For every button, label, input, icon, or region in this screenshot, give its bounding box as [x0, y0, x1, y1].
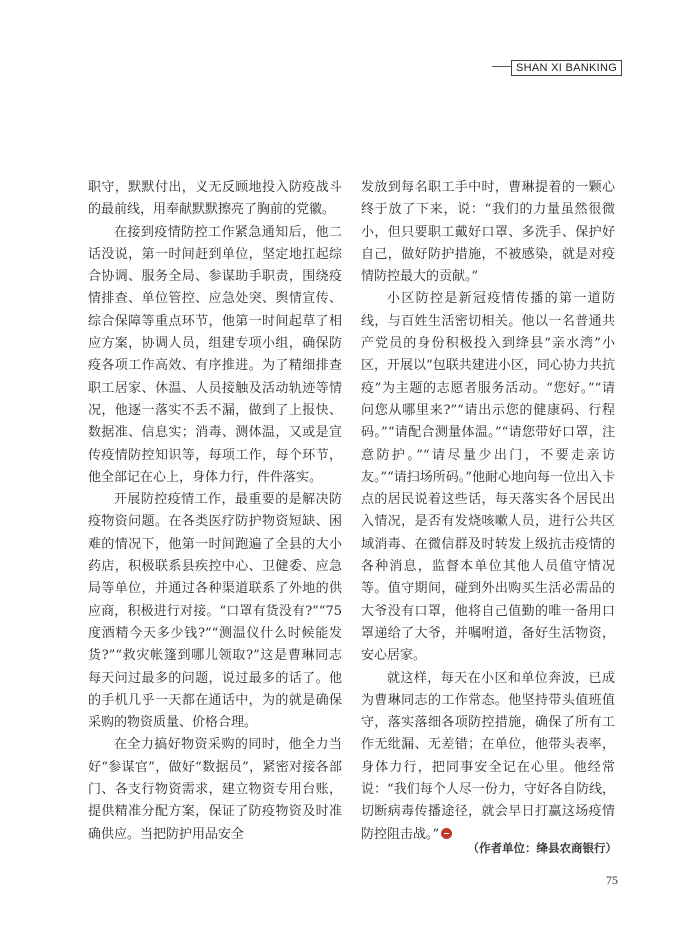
paragraph: 在接到疫情防控工作紧急通知后，他二话没说，第一时间赶到单位，坚定地扛起综合协调、服务全局、参谋助手职责，围绕疫情排查、单位管控、应急处突、舆情宣传、综合保障等重点环节，他第一时间起草了相应方案，协调人员，组建专项小组，确保防疫各项工作高效、有序推进。为了精细排查职工居家、休温、人员接触及活动轨迹等情况，他逐一落实不丢不漏，做到了上报快、数据准、信息实；消毒、测体温，又或是宣传疫情防控知识等，每项工作，每个环节，他全部记在心上，身体力行，件件落实。	[88, 224, 342, 485]
right-column	[361, 177, 615, 846]
end-of-article-icon	[441, 828, 452, 839]
author-affiliation: （作者单位：绛县农商银行）	[467, 841, 617, 855]
paragraph: 开展防控疫情工作，最重要的是解决防疫物资问题。在各类医疗防护物资短缺、困难的情况下，他第一时间跑遍了全县的大小药店，积极联系县疾控中心、卫健委、应急局等单位，并通过各种渠道联系了外地的供应商，积极进行对接。“口罩有货没有?”“75度酒精今天多少钱?”“测温仪什么时候能发货?”“救灾帐篷到哪儿领取?”这是曹琳同志每天问过最多的问题，说过最多的话了。他的手机几乎一天都在通话中，为的就是确保采购的物资质量、价格合理。	[88, 492, 342, 731]
paragraph: 职守，默默付出，义无反顾地投入防疫战斗的最前线，用奉献默默擦亮了胸前的党徽。	[88, 180, 342, 218]
paragraph-text: 就这样，每天在小区和单位奔波，已成为曹琳同志的工作常态。他坚持带头值班值守，落实落细各项防控措施，确保了所有工作无纰漏、无差错；在单位，他带头表率，身体力行，把同事安全记在心里。他经常说：“我们每个人尽一份力，守好各自防线，切断病毒传播途径，就会早日打赢这场疫情防控阻击战。”	[361, 670, 615, 842]
page-number: 75	[606, 873, 618, 887]
paragraph: 发放到每名职工手中时，曹琳提着的一颗心终于放了下来，说：“我们的力量虽然很微小，但只要职工戴好口罩、多洗手、保护好自己，做好防护措施，不被感染，就是对疫情防控最大的贡献。”	[361, 180, 615, 285]
paragraph: 小区防控是新冠疫情传播的第一道防线，与百姓生活密切相关。他以一名普通共产党员的身份积极投入到绛县“亲水湾”小区，开展以“包联共建进小区，同心协力共抗疫”为主题的志愿者服务活动。“您好。”“请问您从哪里来?”“请出示您的健康码、行程码。”“请配合测量体温。”“请您带好口罩，注意防护。”“请尽量少出门，不要走亲访友。”“请扫场所码。”他耐心地向每一位出入卡点的居民说着这些话，每天落实各个居民出入情况，是否有发烧咳嗽人员，进行公共区域消毒、在微信群及时转发上级抗击疫情的各种消息，监督本单位其他人员值守情况等。值守期间，碰到外出购买生活必需品的大爷没有口罩，他将自己值勤的唯一备用口罩递给了大爷，并嘱咐道，备好生活物资，安心居家。	[361, 291, 615, 664]
header-rule	[492, 66, 512, 67]
paragraph: 在全力搞好物资采购的同时，他全力当好“参谋官”，做好“数据员”，紧密对接各部门、各支行物资需求，建立物资专用台账，提供精准分配方案，保证了防疫物资及时准确供应。当把防护用品安全	[88, 737, 342, 842]
header-label: SHAN XI BANKING	[511, 60, 622, 76]
paragraph-last	[361, 668, 615, 846]
left-column	[88, 177, 342, 846]
running-header	[511, 60, 622, 76]
